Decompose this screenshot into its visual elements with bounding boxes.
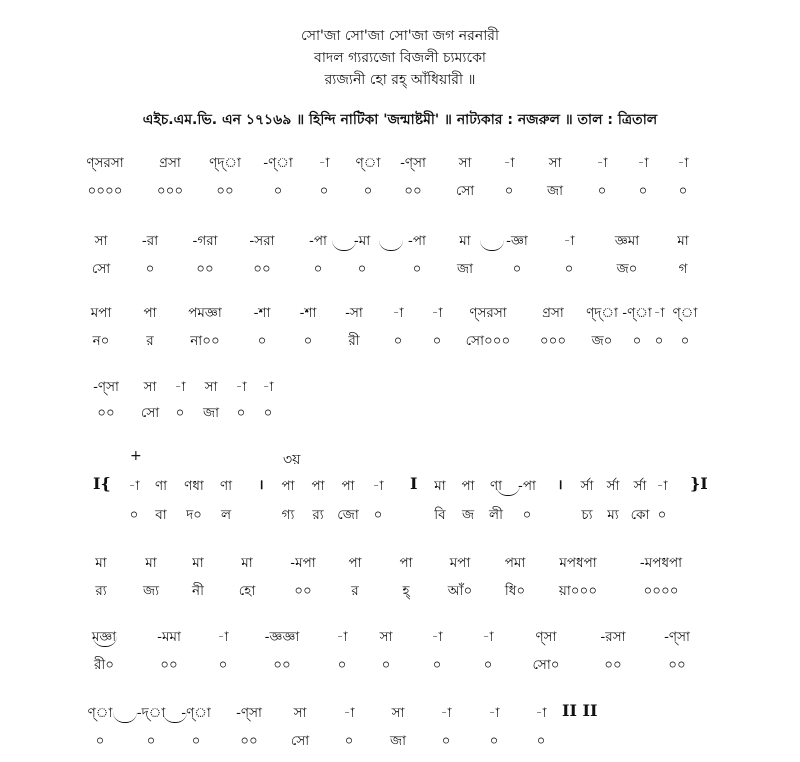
bani-syllable: ০০: [604, 657, 622, 673]
swara-note: -ণ্সা: [236, 705, 262, 721]
bani-syllable: ০: [483, 657, 493, 673]
bani-syllable: ০০: [253, 261, 271, 277]
bani-syllable: আঁ০: [447, 583, 473, 599]
bani-syllable: য়া০০০: [558, 583, 598, 599]
bani-syllable: ০: [381, 657, 391, 673]
bani-syllable: লী: [489, 507, 503, 523]
bani-syllable: ০: [489, 733, 499, 749]
swara-note: পা: [461, 478, 475, 494]
bani-row-4: [0, 402, 800, 422]
bar-symbol: I: [410, 474, 418, 493]
swara-note: ণা: [489, 478, 503, 494]
bani-syllable: ০: [236, 405, 246, 421]
bani-syllable: ০: [303, 333, 313, 349]
bani-syllable: ০০: [240, 733, 258, 749]
bani-syllable: রী০: [93, 657, 115, 673]
swara-note: -ণ্সা: [400, 155, 426, 171]
swara-note: সা: [391, 705, 405, 721]
tala-third-mark: ৩য়: [283, 452, 301, 468]
swara-note: মা: [459, 233, 471, 249]
swara-note: সা: [379, 629, 393, 645]
bani-syllable: ০০০০: [643, 583, 679, 599]
antara-bani-row: [0, 504, 800, 524]
swara-note: -া: [431, 629, 443, 645]
swara-row-5: [0, 552, 800, 572]
swara-note: -া: [392, 305, 404, 321]
bani-syllable: র: [351, 583, 359, 599]
bani-syllable: ০: [95, 733, 105, 749]
bani-syllable: জ: [461, 507, 475, 523]
swara-note: পা: [399, 555, 413, 571]
bani-syllable: ০০০: [539, 333, 567, 349]
swara-note: ণ্দ্া: [586, 305, 618, 321]
bani-row-2: [0, 258, 800, 278]
swara-note: -ণ্া: [263, 155, 293, 171]
end-symbol: II II: [562, 701, 598, 720]
swara-note: -শা: [253, 305, 271, 321]
swara-note: -া: [596, 155, 608, 171]
bani-syllable: বা: [155, 507, 167, 523]
bani-syllable: নী: [192, 583, 204, 599]
swara-note: -া: [217, 629, 229, 645]
swara-note: -া: [262, 379, 274, 395]
swara-note: -জ্ঞজ্ঞা: [264, 629, 300, 645]
swara-note: সা: [94, 233, 108, 249]
bani-syllable: জা: [390, 733, 406, 749]
swara-note: ণ্া: [87, 705, 113, 721]
slur-mark: [332, 240, 356, 251]
bani-syllable: ০০: [273, 657, 291, 673]
swara-note: র্সা: [580, 478, 594, 494]
bani-row-1: [0, 180, 800, 200]
swara-note: -দ্া: [136, 705, 166, 721]
bani-syllable: ল: [220, 507, 232, 523]
swara-note: -া: [440, 705, 452, 721]
slur-mark: [480, 240, 504, 251]
bani-syllable: সো০০০: [465, 333, 511, 349]
swara-note: -রা: [141, 233, 159, 249]
bani-syllable: ধি০: [504, 583, 526, 599]
swara-note: -সা: [345, 305, 363, 321]
bani-syllable: ০: [373, 507, 383, 523]
swara-note: -ণ্া: [622, 305, 652, 321]
bani-syllable: ০০০০: [87, 183, 123, 199]
swara-note: ণ্া: [355, 155, 381, 171]
bani-syllable: ০: [597, 183, 607, 199]
bani-syllable: ০০: [668, 657, 686, 673]
swara-note: ণ্সরসা: [86, 155, 124, 171]
bani-syllable: ০: [680, 333, 690, 349]
lyric-line-1: সো'জা সো'জা সো'জা জগ নরনারী: [301, 28, 499, 44]
bani-syllable: র: [146, 333, 154, 349]
bani-syllable: ০: [175, 405, 185, 421]
tala-marks-row: [0, 448, 800, 468]
bani-syllable: ০: [432, 657, 442, 673]
swara-note: মজ্ঞা: [91, 629, 117, 645]
swara-note: -গরা: [192, 233, 218, 249]
swara-note: -া: [343, 705, 355, 721]
bani-syllable: জো: [337, 507, 359, 523]
bani-syllable: ০: [522, 507, 532, 523]
swara-note: -া: [235, 379, 247, 395]
swara-note: পা: [348, 555, 362, 571]
swara-note: -জ্ঞা: [506, 233, 528, 249]
swara-note: -ণ্সা: [93, 379, 119, 395]
bani-syllable: ০: [441, 733, 451, 749]
bani-syllable: ০: [218, 657, 228, 673]
swara-note: সা: [204, 379, 218, 395]
slur-mark: [113, 712, 137, 723]
bani-syllable: ০: [638, 183, 648, 199]
swara-note: -রসা: [600, 629, 626, 645]
swara-note: ণধা: [184, 478, 204, 494]
bani-syllable: ০: [319, 183, 329, 199]
bani-syllable: ন০: [92, 333, 110, 349]
bar-divider: ।: [258, 477, 264, 493]
swara-note: -া: [535, 705, 547, 721]
swara-note: -া: [431, 305, 443, 321]
swara-note: পা: [143, 305, 157, 321]
swara-note: পমজ্ঞা: [188, 305, 222, 321]
bani-syllable: ০০০: [156, 183, 184, 199]
bani-syllable: র‍্য: [312, 507, 324, 523]
bani-syllable: জা: [457, 261, 473, 277]
bani-syllable: ০: [632, 333, 642, 349]
bani-syllable: ০: [654, 333, 664, 349]
bani-syllable: সো: [455, 183, 475, 199]
bani-syllable: ০: [344, 733, 354, 749]
swara-note: মপধপা: [559, 555, 597, 571]
swara-note: ণ্দ্া: [209, 155, 241, 171]
swara-note: মা: [192, 555, 204, 571]
swara-note: মা: [677, 233, 689, 249]
bani-syllable: ০: [512, 261, 522, 277]
swara-note: -সরা: [249, 233, 275, 249]
bani-syllable: চ্য: [581, 507, 593, 523]
antara-swara-row: [0, 475, 800, 495]
swara-note: পা: [311, 478, 325, 494]
swara-note: -া: [488, 705, 500, 721]
bani-syllable: গ্য: [281, 507, 295, 523]
bani-syllable: ০: [129, 507, 139, 523]
swara-note: পমা: [504, 555, 526, 571]
swara-note: -া: [503, 155, 515, 171]
bani-syllable: ০: [313, 261, 323, 277]
bani-syllable: ০০: [294, 583, 312, 599]
swara-note: ণ্সরসা: [469, 305, 507, 321]
swara-note: -ণ্সা: [664, 629, 690, 645]
bani-syllable: ০০: [404, 183, 422, 199]
bani-syllable: ০: [678, 183, 688, 199]
bani-syllable: ০: [504, 183, 514, 199]
bani-syllable: হো: [238, 583, 256, 599]
swara-note: পা: [281, 478, 295, 494]
bani-syllable: দ০: [186, 507, 202, 523]
bani-row-5: [0, 580, 800, 600]
bani-syllable: ০: [393, 333, 403, 349]
swara-note: -মা: [353, 233, 371, 249]
swara-note: -মপা: [290, 555, 316, 571]
bani-syllable: ০: [432, 333, 442, 349]
open-repeat-symbol: I{: [93, 474, 111, 493]
bani-syllable: জ০: [591, 333, 613, 349]
swara-row-7: [0, 702, 800, 722]
swara-note: -া: [653, 305, 665, 321]
lyric-line-3: র‍্যজ্যনী হো রহ্ আঁধিয়ারী ॥: [324, 72, 476, 88]
bani-syllable: ০: [536, 733, 546, 749]
swara-row-6: [0, 626, 800, 646]
swara-note: -া: [174, 379, 186, 395]
bani-syllable: ০: [337, 657, 347, 673]
tala-sam-mark: +: [130, 448, 142, 464]
swara-note: ণা: [219, 478, 233, 494]
close-repeat-symbol: }I: [690, 474, 708, 493]
swara-note: মা: [95, 555, 107, 571]
swara-note: -া: [482, 629, 494, 645]
swara-note: -ণ্া: [181, 705, 211, 721]
bani-syllable: ০: [363, 183, 373, 199]
swara-row-4: [0, 376, 800, 396]
bani-syllable: সো: [91, 261, 111, 277]
bani-syllable: ০০: [160, 657, 178, 673]
swara-note: পা: [341, 478, 355, 494]
bani-syllable: ০: [412, 261, 422, 277]
swara-note: সা: [143, 379, 157, 395]
bani-syllable: কো: [630, 507, 650, 523]
swara-row-3: [0, 302, 800, 322]
swara-note: সা: [548, 155, 562, 171]
swara-note: -পা: [408, 233, 426, 249]
swara-note: -মপধপা: [639, 555, 683, 571]
swara-note: ণ্সা: [535, 629, 557, 645]
bani-syllable: ০: [263, 405, 273, 421]
swara-note: সা: [458, 155, 472, 171]
bani-syllable: জ০: [616, 261, 638, 277]
bani-syllable: ০: [257, 333, 267, 349]
swara-note: -া: [563, 233, 575, 249]
bani-syllable: ০: [145, 261, 155, 277]
swara-note: মপা: [449, 555, 471, 571]
swara-note: -া: [318, 155, 330, 171]
bani-row-7: [0, 730, 800, 750]
swara-row-1: [0, 152, 800, 172]
bani-syllable: র‍্য: [95, 583, 107, 599]
bani-row-6: [0, 654, 800, 674]
bani-syllable: ০: [657, 507, 667, 523]
swara-note: -মমা: [157, 629, 181, 645]
swara-note: র্সা: [606, 478, 620, 494]
swara-note: -া: [637, 155, 649, 171]
swara-note: মা: [241, 555, 253, 571]
record-header: এইচ.এম.ভি. এন ১৭১৬৯ ॥ হিন্দি নাটিকা 'জন্মাষ্টমী' ॥ নাট্যকার : নজরুল ॥ তাল : ত্রিতাল: [142, 112, 658, 128]
bani-syllable: রী: [348, 333, 360, 349]
swara-note: মা: [145, 555, 157, 571]
bani-syllable: ০: [273, 183, 283, 199]
bani-syllable: বি: [434, 507, 446, 523]
bani-syllable: ০: [564, 261, 574, 277]
bani-syllable: সো: [140, 405, 160, 421]
swara-note: ণ্রসা: [542, 305, 564, 321]
swara-note: মা: [434, 478, 446, 494]
bani-syllable: ০: [146, 733, 156, 749]
bani-syllable: জা: [203, 405, 219, 421]
bani-syllable: জা: [547, 183, 563, 199]
bani-syllable: না০০: [190, 333, 220, 349]
swara-note: ণ্া: [672, 305, 698, 321]
bani-syllable: ০: [191, 733, 201, 749]
bani-syllable: ০০: [196, 261, 214, 277]
bani-syllable: ম্য: [607, 507, 619, 523]
swara-note: ণা: [154, 478, 168, 494]
swara-note: র্সা: [633, 478, 647, 494]
lyric-line-2: বাদল গ্যর‍্যজো বিজলী চ্যম্যকো: [314, 50, 486, 66]
bani-syllable: ০০: [97, 405, 115, 421]
swara-note: ণ্রসা: [159, 155, 181, 171]
bani-syllable: জ্য: [143, 583, 159, 599]
swara-note: -া: [128, 478, 140, 494]
bani-syllable: গ: [678, 261, 688, 277]
bani-syllable: ০০: [216, 183, 234, 199]
swara-note: -শা: [299, 305, 317, 321]
bar-divider: ।: [557, 477, 563, 493]
swara-note: -পা: [309, 233, 327, 249]
swara-note: -া: [656, 478, 668, 494]
swara-note: -া: [336, 629, 348, 645]
bani-syllable: সো: [290, 733, 310, 749]
bani-syllable: হ্: [402, 583, 410, 599]
swara-row-2: [0, 230, 800, 250]
swara-note: -া: [372, 478, 384, 494]
swara-note: জ্ঞমা: [614, 233, 640, 249]
bani-syllable: সো০: [532, 657, 560, 673]
bani-syllable: ০: [357, 261, 367, 277]
swara-note: -া: [677, 155, 689, 171]
swara-note: -পা: [518, 478, 536, 494]
swara-note: সা: [293, 705, 307, 721]
swara-note: মপা: [90, 305, 112, 321]
bani-row-3: [0, 330, 800, 350]
slur-mark: [379, 240, 403, 251]
